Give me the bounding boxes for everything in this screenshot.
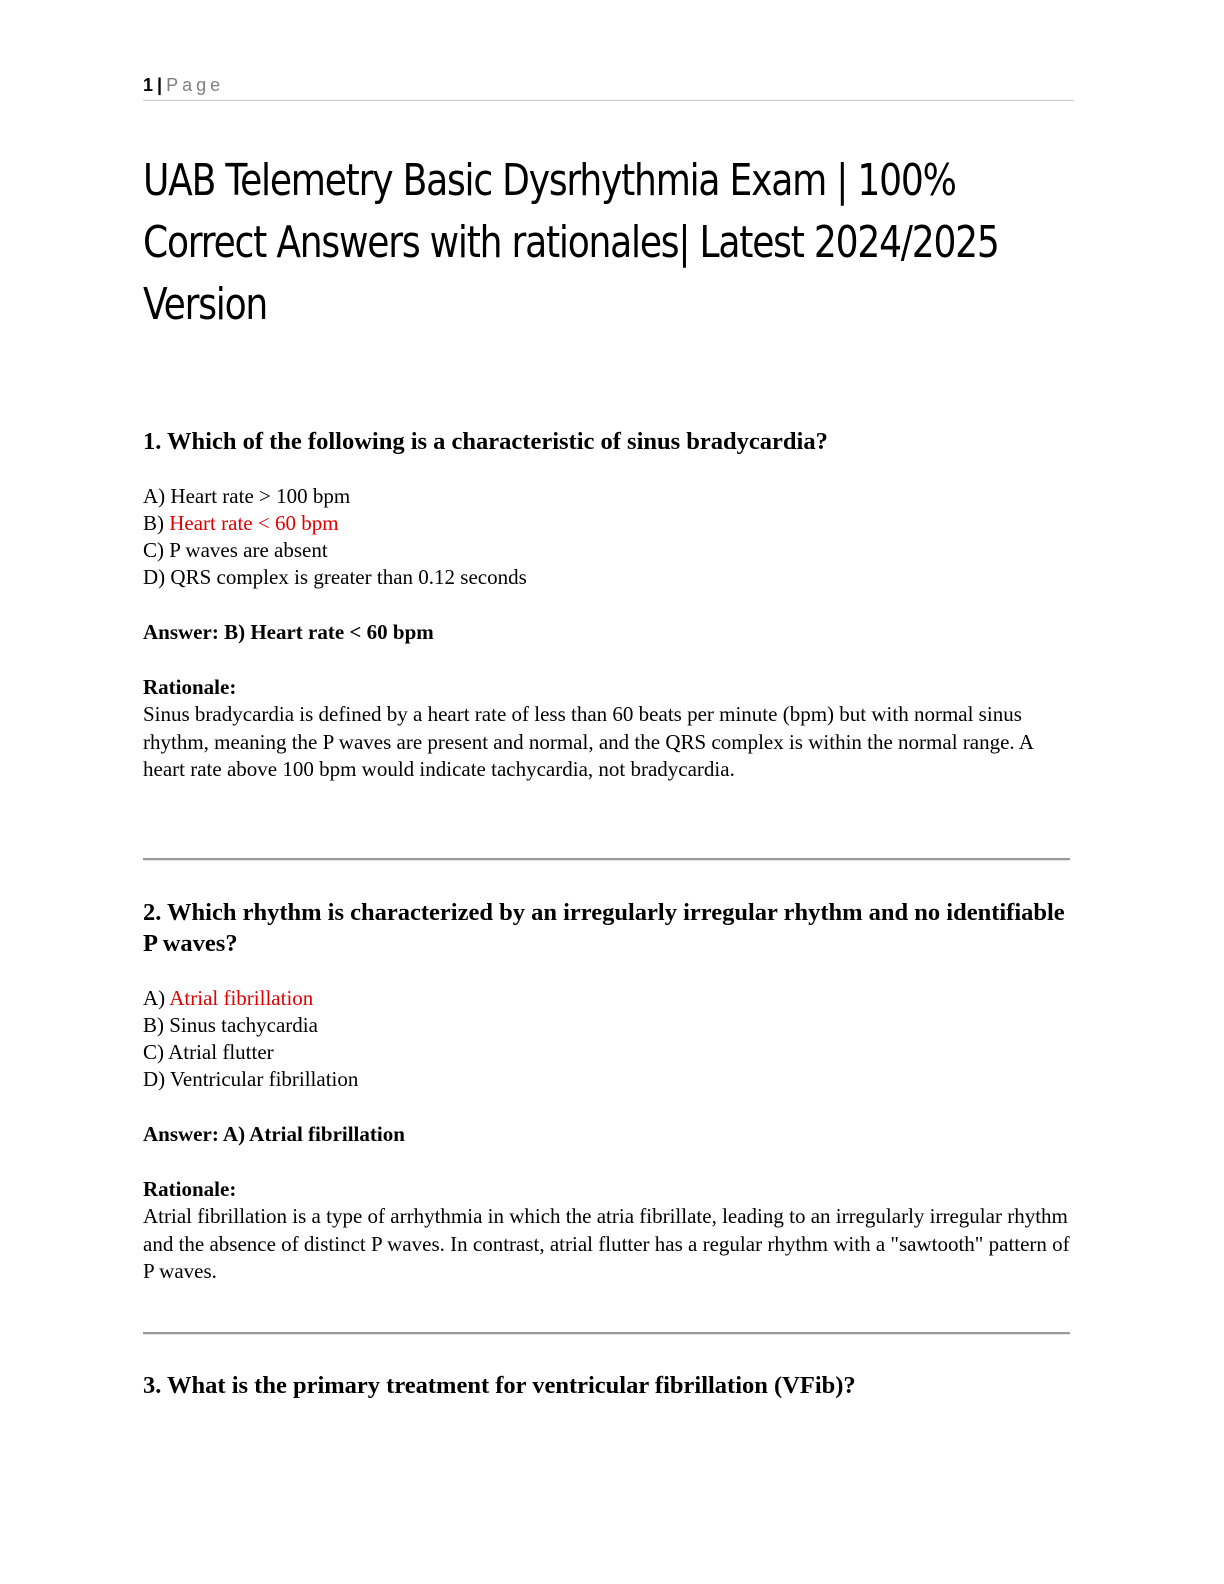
option-text-correct: Atrial fibrillation [169, 986, 314, 1010]
option-b [143, 510, 1073, 537]
question-text: 1. Which of the following is a characteristic of sinus bradycardia? [143, 428, 828, 455]
option-text-correct: Heart rate < 60 bpm [169, 511, 339, 535]
option-c [143, 1039, 1073, 1066]
option-a [143, 483, 1073, 510]
option-text: Heart rate > 100 bpm [170, 484, 351, 508]
page-header [143, 72, 1074, 101]
question-1 [143, 426, 1073, 784]
option-letter: D) [143, 1067, 171, 1091]
options-list [143, 985, 1073, 1093]
section-divider [143, 858, 1070, 861]
document-title: UAB Telemetry Basic Dysrhythmia Exam | 100% Correct Answers with rationales| Latest 2024/2025 Version [143, 155, 999, 330]
option-letter: C) [143, 538, 170, 562]
answer-line: Answer: B) Heart rate < 60 bpm [143, 620, 434, 644]
option-c [143, 537, 1073, 564]
answer-line: Answer: A) Atrial fibrillation [143, 1122, 405, 1146]
rationale-label: Rationale: [143, 675, 237, 699]
option-text: Atrial flutter [168, 1040, 274, 1064]
option-b [143, 1012, 1073, 1039]
option-letter: C) [143, 1040, 169, 1064]
rationale-label: Rationale: [143, 1177, 237, 1201]
option-letter: B) [143, 511, 170, 535]
rationale-text: Sinus bradycardia is defined by a heart rate of less than 60 beats per minute (bpm) but with normal sinus rhythm, meaning the P waves are present and normal, and the QRS complex is within the normal range. A heart rate above 100 bpm would indicate tachycardia, not bradycardia. [143, 702, 1033, 781]
question-3 [143, 1370, 1073, 1401]
rationale-text: Atrial fibrillation is a type of arrhythmia in which the atria fibrillate, leading to an irregularly irregular rhythm and the absence of distinct P waves. In contrast, atrial flutter has a regular rhythm with a "sawtooth" pattern of P waves. [143, 1204, 1070, 1283]
option-text: Ventricular fibrillation [170, 1067, 359, 1091]
option-letter: A) [143, 986, 170, 1010]
header-separator: | [157, 75, 163, 95]
option-text: QRS complex is greater than 0.12 seconds [170, 565, 527, 589]
options-list [143, 483, 1073, 591]
page-number: 1 [143, 75, 154, 95]
option-letter: D) [143, 565, 171, 589]
option-letter: B) [143, 1013, 170, 1037]
section-divider [143, 1332, 1070, 1335]
question-2 [143, 897, 1073, 1286]
page-word: Page [166, 75, 225, 95]
option-text: P waves are absent [169, 538, 328, 562]
question-text: 2. Which rhythm is characterized by an irregularly irregular rhythm and no identifiable P waves? [143, 899, 1065, 957]
option-letter: A) [143, 484, 171, 508]
option-text: Sinus tachycardia [169, 1013, 318, 1037]
question-text: 3. What is the primary treatment for ventricular fibrillation (VFib)? [143, 1372, 856, 1399]
option-a [143, 985, 1073, 1012]
option-d [143, 1066, 1073, 1093]
option-d [143, 564, 1073, 591]
